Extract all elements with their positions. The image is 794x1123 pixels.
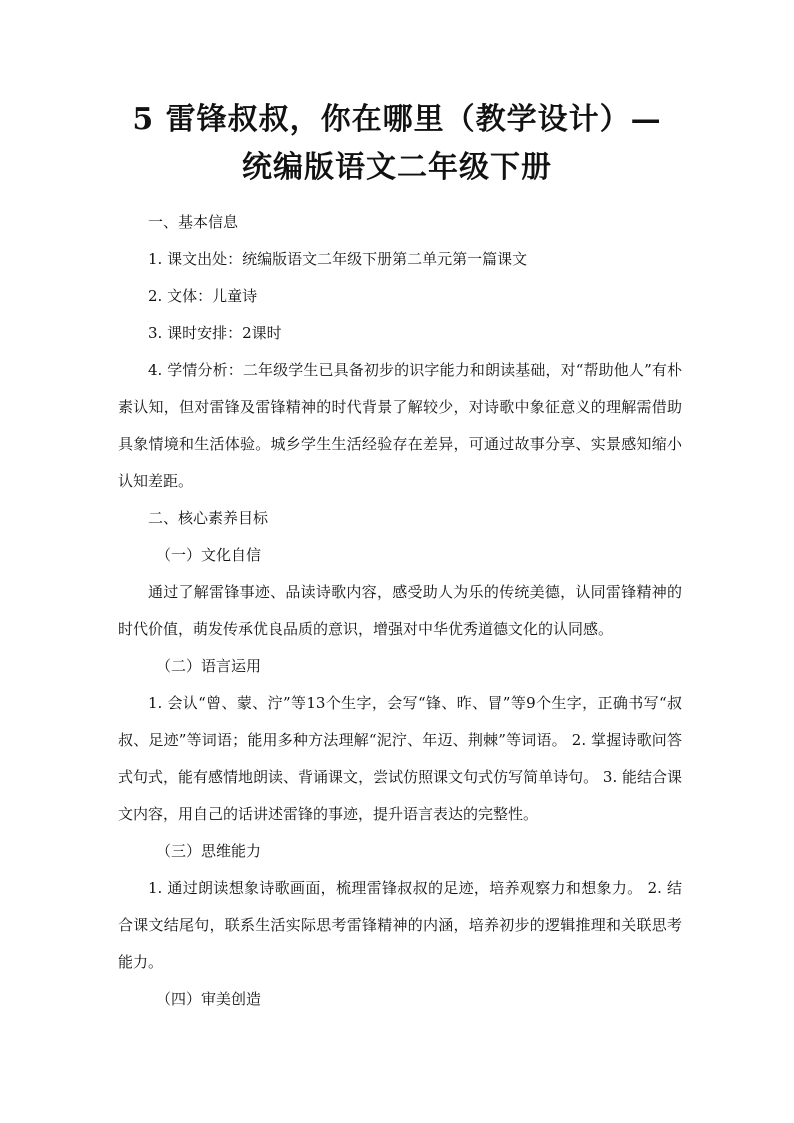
paragraph-language: 1. 会认“曾、蒙、泞”等13个生字，会写“锋、昨、冒”等9个生字，正确书写“叔叔、足迹”等词语；能用多种方法理解“泥泞、年迈、荆棘”等词语。 2. 掌握诗歌问答式句式，能有感情地朗读、背诵课文，尝试仿照课文句式仿写简单诗句。 3. 能结合课文内容，用自己的话讲述雷锋的事迹，提升语言表达的完整性。	[118, 694, 682, 823]
basic-info-item-analysis: 4. 学情分析：二年级学生已具备初步的识字能力和朗读基础，对“帮助他人”有朴素认知，但对雷锋及雷锋精神的时代背景了解较少，对诗歌中象征意义的理解需借助具象情境和生活体验。城乡学生生活经验存在差异，可通过故事分享、实景感知缩小认知差距。	[118, 361, 682, 490]
basic-info-item-source: 1. 课文出处：统编版语文二年级下册第二单元第一篇课文	[148, 250, 528, 268]
basic-info-item-genre: 2. 文体：儿童诗	[148, 287, 258, 305]
section-heading-basic-info: 一、基本信息	[148, 213, 239, 231]
subheading-aesthetic: （四）审美创造	[156, 990, 262, 1008]
subheading-language: （二）语言运用	[156, 657, 262, 675]
subheading-thinking: （三）思维能力	[156, 842, 262, 860]
document-body	[118, 204, 682, 1018]
basic-info-item-schedule: 3. 课时安排：2课时	[148, 324, 282, 342]
paragraph-culture: 通过了解雷锋事迹、品读诗歌内容，感受助人为乐的传统美德，认同雷锋精神的时代价值，萌发传承优良品质的意识，增强对中华优秀道德文化的认同感。	[118, 583, 682, 638]
document-title-line-2: 统编版语文二年级下册	[242, 150, 552, 185]
subheading-culture: （一）文化自信	[156, 546, 262, 564]
section-heading-goals: 二、核心素养目标	[148, 509, 269, 527]
document-title-line-1: 5 雷锋叔叔，你在哪里（教学设计）—	[132, 102, 662, 137]
paragraph-thinking: 1. 通过朗读想象诗歌画面，梳理雷锋叔叔的足迹，培养观察力和想象力。 2. 结合课文结尾句，联系生活实际思考雷锋精神的内涵，培养初步的逻辑推理和关联思考能力。	[118, 879, 682, 971]
